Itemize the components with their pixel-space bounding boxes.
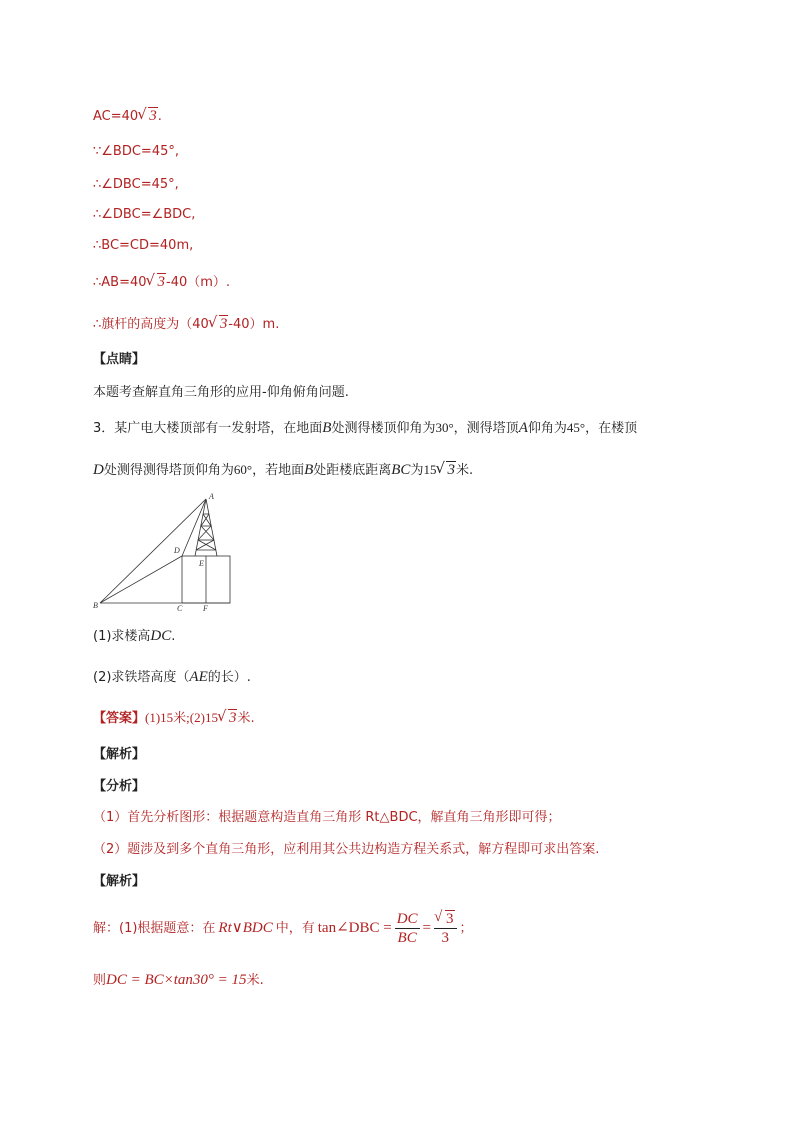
sqrt-symbol: √ 3	[437, 460, 456, 481]
question-3-line-2: D处测得测得塔顶仰角为60°，若地面B处距楼底距离BC为15√ 3米.	[93, 460, 473, 481]
solution-line-2: 则DC = BC×tan30° = 15米.	[93, 972, 264, 988]
label-e: E	[199, 559, 204, 568]
fenxi-step-2: （2）题涉及到多个直角三角形，应利用其公共边构造方程关系式，解方程即可求出答案.	[93, 842, 600, 857]
question-3-line-1: 3．某广电大楼顶部有一发射塔，在地面B处测得楼顶仰角为30°，测得塔顶A仰角为45°，在楼顶	[93, 420, 638, 436]
question-3-part-1: (1)求楼高DC.	[93, 628, 176, 644]
solution-line-1: 解：(1)根据题意：在 Rt∨BDC 中，有 tan∠DBC = $\frac{DC}{BC}$ = √ $\frac{3}{3}$ ；	[93, 906, 473, 951]
heading-fenxi: 【分析】	[93, 779, 146, 794]
tower-building-figure	[88, 490, 248, 615]
sqrt-symbol: √ 3	[139, 106, 158, 127]
line-dbc-eq-bdc: ∴∠DBC=∠BDC,	[93, 207, 196, 222]
answer-line: 【答案】(1)15米;(2)15√ 3米.	[93, 708, 255, 729]
line-bc-cd: ∴BC=CD=40m,	[93, 238, 194, 253]
sqrt-symbol: √ 3	[148, 272, 167, 293]
heading-dianjing: 【点睛】	[93, 352, 146, 367]
label-f: F	[203, 604, 208, 613]
fenxi-step-1: （1）首先分析图形：根据题意构造直角三角形 Rt△BDC，解直角三角形即可得；	[93, 810, 561, 825]
label-c: C	[177, 604, 183, 613]
line-bdc45: ∵∠BDC=45°,	[93, 144, 179, 159]
line-dbc45: ∴∠DBC=45°,	[93, 177, 179, 192]
text: AC=40	[93, 109, 139, 124]
label-b: B	[93, 601, 98, 610]
line-ac: AC=40√ 3.	[93, 106, 162, 127]
line-flagpole: ∴旗杆的高度为（40√ 3-40）m.	[93, 314, 279, 335]
line-ab: ∴AB=40√ 3-40（m）.	[93, 272, 230, 293]
fraction-sqrt3-3: √ $\frac{3}{3}$	[434, 910, 457, 947]
answer-label: 【答案】	[93, 711, 146, 726]
fraction-dc-bc: $\frac{DC}{BC}$	[396, 911, 418, 946]
label-d: D	[174, 546, 180, 555]
heading-jiexi-2: 【解析】	[93, 874, 146, 889]
sqrt-symbol: √ 3	[219, 708, 238, 729]
dianjing-text: 本题考查解直角三角形的应用-仰角俯角问题.	[93, 385, 349, 400]
heading-jiexi-1: 【解析】	[93, 747, 146, 762]
sqrt-symbol: √ 3	[210, 314, 229, 335]
label-a: A	[209, 492, 214, 501]
line-ba	[100, 499, 206, 603]
question-3-part-2: (2)求铁塔高度（AE的长）.	[93, 669, 251, 685]
